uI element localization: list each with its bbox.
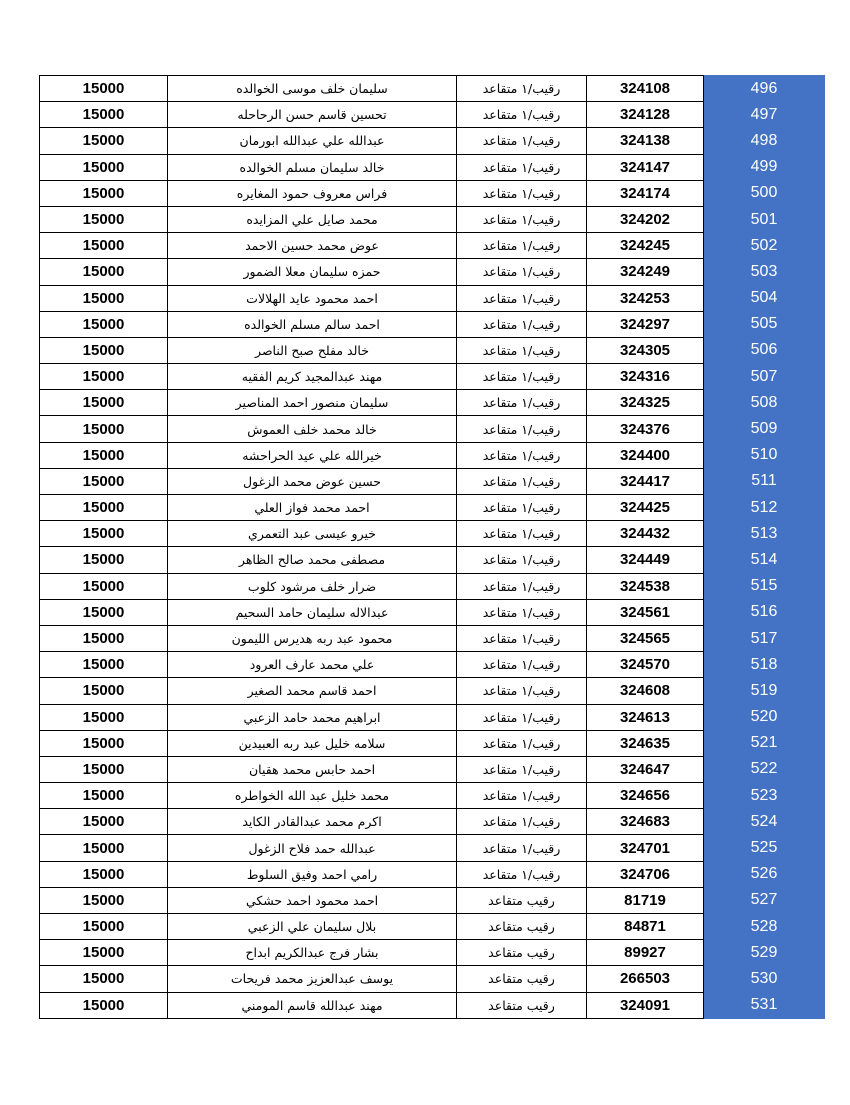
rank-cell: رقيب/١ متقاعد (457, 233, 587, 259)
military-number-cell: 324683 (587, 809, 704, 835)
amount-cell: 15000 (40, 756, 168, 782)
military-number-cell: 324091 (587, 992, 704, 1018)
rank-cell: رقيب/١ متقاعد (457, 573, 587, 599)
military-number-cell: 324417 (587, 468, 704, 494)
military-number-cell: 324316 (587, 364, 704, 390)
table-row (40, 861, 825, 887)
amount-cell: 15000 (40, 233, 168, 259)
table-row (40, 468, 825, 494)
amount-cell: 15000 (40, 206, 168, 232)
table-row (40, 337, 825, 363)
table-row (40, 599, 825, 625)
name-cell: مهند عبدالله قاسم المومني (168, 992, 457, 1018)
amount-cell: 15000 (40, 311, 168, 337)
military-number-cell: 324635 (587, 730, 704, 756)
amount-cell: 15000 (40, 128, 168, 154)
sequence-number-cell: 506 (704, 337, 825, 363)
amount-cell: 15000 (40, 992, 168, 1018)
amount-cell: 15000 (40, 442, 168, 468)
military-number-cell: 324202 (587, 206, 704, 232)
amount-cell: 15000 (40, 102, 168, 128)
sequence-number-cell: 502 (704, 233, 825, 259)
military-number-cell: 324449 (587, 547, 704, 573)
sequence-number-cell: 524 (704, 809, 825, 835)
name-cell: احمد حابس محمد هقيان (168, 756, 457, 782)
rank-cell: رقيب/١ متقاعد (457, 128, 587, 154)
rank-cell: رقيب/١ متقاعد (457, 416, 587, 442)
rank-cell: رقيب متقاعد (457, 887, 587, 913)
military-number-cell: 324174 (587, 180, 704, 206)
rank-cell: رقيب/١ متقاعد (457, 206, 587, 232)
amount-cell: 15000 (40, 547, 168, 573)
military-number-cell: 324245 (587, 233, 704, 259)
sequence-number-cell: 500 (704, 180, 825, 206)
name-cell: بشار فرج عبدالكريم ابداح (168, 940, 457, 966)
rank-cell: رقيب متقاعد (457, 992, 587, 1018)
amount-cell: 15000 (40, 495, 168, 521)
military-number-cell: 324147 (587, 154, 704, 180)
name-cell: مصطفى محمد صالح الظاهر (168, 547, 457, 573)
table-row (40, 914, 825, 940)
military-number-cell: 324561 (587, 599, 704, 625)
amount-cell: 15000 (40, 678, 168, 704)
rank-cell: رقيب/١ متقاعد (457, 547, 587, 573)
military-number-cell: 324432 (587, 521, 704, 547)
military-number-cell: 324376 (587, 416, 704, 442)
name-cell: عبدالاله سليمان حامد السحيم (168, 599, 457, 625)
name-cell: محمد خليل عبد الله الخواطره (168, 783, 457, 809)
name-cell: سليمان منصور احمد المناصير (168, 390, 457, 416)
amount-cell: 15000 (40, 914, 168, 940)
sequence-number-cell: 512 (704, 495, 825, 521)
sequence-number-cell: 527 (704, 887, 825, 913)
rank-cell: رقيب متقاعد (457, 914, 587, 940)
table-row (40, 547, 825, 573)
amount-cell: 15000 (40, 180, 168, 206)
amount-cell: 15000 (40, 285, 168, 311)
table-row (40, 625, 825, 651)
sequence-number-cell: 496 (704, 76, 825, 102)
name-cell: خيرو عيسى عبد التعمري (168, 521, 457, 547)
sequence-number-cell: 504 (704, 285, 825, 311)
name-cell: محمود عبد ربه هديرس الليمون (168, 625, 457, 651)
name-cell: احمد محمد فواز العلي (168, 495, 457, 521)
table-row (40, 966, 825, 992)
military-number-cell: 324297 (587, 311, 704, 337)
rank-cell: رقيب متقاعد (457, 940, 587, 966)
name-cell: مهند عبدالمجيد كريم الفقيه (168, 364, 457, 390)
sequence-number-cell: 513 (704, 521, 825, 547)
amount-cell: 15000 (40, 468, 168, 494)
table-row (40, 783, 825, 809)
name-cell: احمد سالم مسلم الخوالده (168, 311, 457, 337)
amount-cell: 15000 (40, 154, 168, 180)
sequence-number-cell: 516 (704, 599, 825, 625)
table-row (40, 180, 825, 206)
document-table (39, 75, 824, 1019)
sequence-number-cell: 531 (704, 992, 825, 1018)
military-number-cell: 324608 (587, 678, 704, 704)
name-cell: ضرار خلف مرشود كلوب (168, 573, 457, 599)
rank-cell: رقيب/١ متقاعد (457, 285, 587, 311)
name-cell: فراس معروف حمود المغايره (168, 180, 457, 206)
military-number-cell: 324613 (587, 704, 704, 730)
table-row (40, 940, 825, 966)
name-cell: بلال سليمان علي الزعبي (168, 914, 457, 940)
amount-cell: 15000 (40, 521, 168, 547)
rank-cell: رقيب/١ متقاعد (457, 495, 587, 521)
table-row (40, 311, 825, 337)
sequence-number-cell: 518 (704, 652, 825, 678)
rank-cell: رقيب/١ متقاعد (457, 783, 587, 809)
sequence-number-cell: 508 (704, 390, 825, 416)
name-cell: احمد قاسم محمد الصغير (168, 678, 457, 704)
amount-cell: 15000 (40, 416, 168, 442)
records-table (39, 75, 825, 1019)
military-number-cell: 84871 (587, 914, 704, 940)
amount-cell: 15000 (40, 76, 168, 102)
table-row (40, 154, 825, 180)
amount-cell: 15000 (40, 337, 168, 363)
rank-cell: رقيب/١ متقاعد (457, 468, 587, 494)
military-number-cell: 89927 (587, 940, 704, 966)
sequence-number-cell: 497 (704, 102, 825, 128)
military-number-cell: 81719 (587, 887, 704, 913)
amount-cell: 15000 (40, 390, 168, 416)
military-number-cell: 324253 (587, 285, 704, 311)
military-number-cell: 324305 (587, 337, 704, 363)
military-number-cell: 324425 (587, 495, 704, 521)
table-row (40, 573, 825, 599)
rank-cell: رقيب/١ متقاعد (457, 311, 587, 337)
amount-cell: 15000 (40, 599, 168, 625)
table-row (40, 678, 825, 704)
table-row (40, 835, 825, 861)
amount-cell: 15000 (40, 573, 168, 599)
sequence-number-cell: 510 (704, 442, 825, 468)
table-row (40, 704, 825, 730)
amount-cell: 15000 (40, 652, 168, 678)
sequence-number-cell: 528 (704, 914, 825, 940)
military-number-cell: 324108 (587, 76, 704, 102)
name-cell: احمد محمود عايد الهلالات (168, 285, 457, 311)
amount-cell: 15000 (40, 364, 168, 390)
name-cell: احمد محمود احمد حشكي (168, 887, 457, 913)
rank-cell: رقيب/١ متقاعد (457, 180, 587, 206)
sequence-number-cell: 499 (704, 154, 825, 180)
table-row (40, 259, 825, 285)
table-row (40, 521, 825, 547)
name-cell: خالد سليمان مسلم الخوالده (168, 154, 457, 180)
rank-cell: رقيب/١ متقاعد (457, 154, 587, 180)
name-cell: عبدالله حمد فلاح الزغول (168, 835, 457, 861)
military-number-cell: 324647 (587, 756, 704, 782)
military-number-cell: 324128 (587, 102, 704, 128)
rank-cell: رقيب/١ متقاعد (457, 835, 587, 861)
military-number-cell: 266503 (587, 966, 704, 992)
table-row (40, 809, 825, 835)
military-number-cell: 324325 (587, 390, 704, 416)
sequence-number-cell: 507 (704, 364, 825, 390)
name-cell: تحسين قاسم حسن الرحاحله (168, 102, 457, 128)
sequence-number-cell: 498 (704, 128, 825, 154)
sequence-number-cell: 530 (704, 966, 825, 992)
sequence-number-cell: 514 (704, 547, 825, 573)
table-row (40, 416, 825, 442)
name-cell: اكرم محمد عبدالقادر الكايد (168, 809, 457, 835)
rank-cell: رقيب/١ متقاعد (457, 809, 587, 835)
name-cell: خالد مفلح صبح الناصر (168, 337, 457, 363)
name-cell: علي محمد عارف العرود (168, 652, 457, 678)
military-number-cell: 324249 (587, 259, 704, 285)
sequence-number-cell: 522 (704, 756, 825, 782)
name-cell: عوض محمد حسين الاحمد (168, 233, 457, 259)
sequence-number-cell: 519 (704, 678, 825, 704)
sequence-number-cell: 501 (704, 206, 825, 232)
rank-cell: رقيب متقاعد (457, 966, 587, 992)
amount-cell: 15000 (40, 966, 168, 992)
table-row (40, 364, 825, 390)
rank-cell: رقيب/١ متقاعد (457, 861, 587, 887)
rank-cell: رقيب/١ متقاعد (457, 102, 587, 128)
rank-cell: رقيب/١ متقاعد (457, 599, 587, 625)
sequence-number-cell: 520 (704, 704, 825, 730)
military-number-cell: 324400 (587, 442, 704, 468)
name-cell: سليمان خلف موسى الخوالده (168, 76, 457, 102)
amount-cell: 15000 (40, 783, 168, 809)
name-cell: خالد محمد خلف العموش (168, 416, 457, 442)
sequence-number-cell: 517 (704, 625, 825, 651)
table-row (40, 442, 825, 468)
table-row (40, 76, 825, 102)
rank-cell: رقيب/١ متقاعد (457, 652, 587, 678)
name-cell: يوسف عبدالعزيز محمد فريحات (168, 966, 457, 992)
rank-cell: رقيب/١ متقاعد (457, 678, 587, 704)
amount-cell: 15000 (40, 625, 168, 651)
name-cell: حسين عوض محمد الزغول (168, 468, 457, 494)
rank-cell: رقيب/١ متقاعد (457, 442, 587, 468)
military-number-cell: 324656 (587, 783, 704, 809)
sequence-number-cell: 523 (704, 783, 825, 809)
sequence-number-cell: 515 (704, 573, 825, 599)
military-number-cell: 324701 (587, 835, 704, 861)
amount-cell: 15000 (40, 887, 168, 913)
name-cell: سلامه خليل عبد ربه العبيدين (168, 730, 457, 756)
rank-cell: رقيب/١ متقاعد (457, 259, 587, 285)
rank-cell: رقيب/١ متقاعد (457, 756, 587, 782)
table-row (40, 233, 825, 259)
military-number-cell: 324138 (587, 128, 704, 154)
table-row (40, 285, 825, 311)
table-row (40, 652, 825, 678)
table-row (40, 495, 825, 521)
military-number-cell: 324565 (587, 625, 704, 651)
sequence-number-cell: 525 (704, 835, 825, 861)
sequence-number-cell: 511 (704, 468, 825, 494)
name-cell: عبدالله علي عبدالله ابورمان (168, 128, 457, 154)
amount-cell: 15000 (40, 835, 168, 861)
table-row (40, 887, 825, 913)
sequence-number-cell: 509 (704, 416, 825, 442)
military-number-cell: 324706 (587, 861, 704, 887)
rank-cell: رقيب/١ متقاعد (457, 337, 587, 363)
rank-cell: رقيب/١ متقاعد (457, 704, 587, 730)
name-cell: محمد صايل علي المزايده (168, 206, 457, 232)
table-row (40, 128, 825, 154)
table-row (40, 390, 825, 416)
sequence-number-cell: 529 (704, 940, 825, 966)
name-cell: خيرالله علي عيد الحراحشه (168, 442, 457, 468)
table-row (40, 730, 825, 756)
rank-cell: رقيب/١ متقاعد (457, 390, 587, 416)
rank-cell: رقيب/١ متقاعد (457, 76, 587, 102)
amount-cell: 15000 (40, 704, 168, 730)
sequence-number-cell: 505 (704, 311, 825, 337)
table-row (40, 756, 825, 782)
sequence-number-cell: 526 (704, 861, 825, 887)
sequence-number-cell: 503 (704, 259, 825, 285)
amount-cell: 15000 (40, 861, 168, 887)
military-number-cell: 324538 (587, 573, 704, 599)
table-row (40, 992, 825, 1018)
name-cell: رامي احمد وفيق السلوط (168, 861, 457, 887)
name-cell: ابراهيم محمد حامد الزعبي (168, 704, 457, 730)
amount-cell: 15000 (40, 940, 168, 966)
name-cell: حمزه سليمان معلا الضمور (168, 259, 457, 285)
table-row (40, 206, 825, 232)
amount-cell: 15000 (40, 809, 168, 835)
amount-cell: 15000 (40, 730, 168, 756)
table-row (40, 102, 825, 128)
rank-cell: رقيب/١ متقاعد (457, 521, 587, 547)
amount-cell: 15000 (40, 259, 168, 285)
rank-cell: رقيب/١ متقاعد (457, 364, 587, 390)
rank-cell: رقيب/١ متقاعد (457, 625, 587, 651)
rank-cell: رقيب/١ متقاعد (457, 730, 587, 756)
sequence-number-cell: 521 (704, 730, 825, 756)
military-number-cell: 324570 (587, 652, 704, 678)
